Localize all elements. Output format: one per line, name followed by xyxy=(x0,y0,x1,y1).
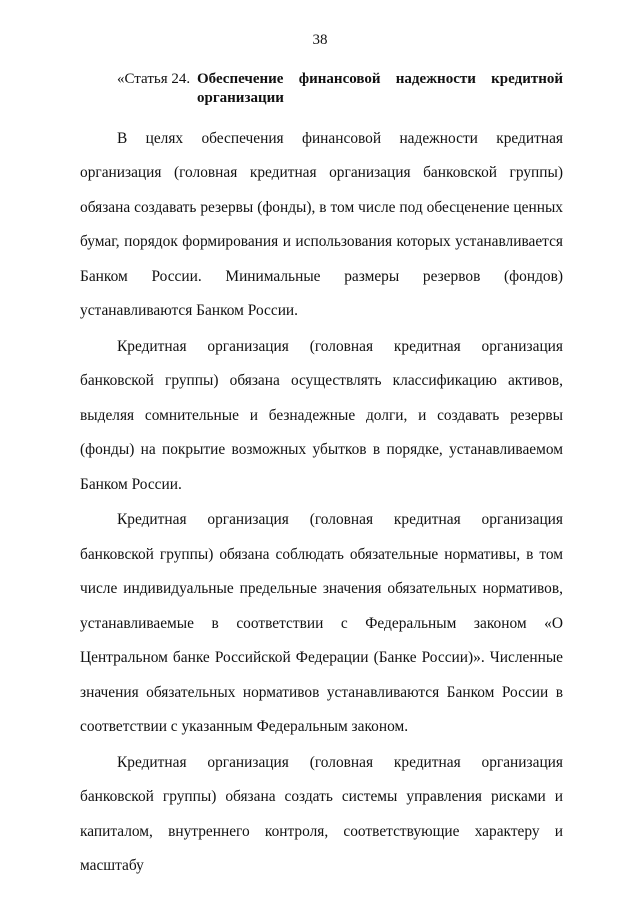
paragraph: Кредитная организация (головная кредитная организация банковской группы) обязана соблюдать обязательные нормативы, в том числе индивидуальные предельные значения обязательных нормативов, устанавливаемые в соответствии с Федеральным законом «О Центральном банке Российской Федерации (Банке России)». Численные значения обязательных нормативов устанавливаются Банком России в соответствии с указанным Федеральным законом. xyxy=(80,511,563,735)
article-title: Обеспечение финансовой надежности кредитной организации xyxy=(197,71,563,106)
page-number: 38 xyxy=(312,32,328,48)
article-heading xyxy=(117,70,563,108)
article-label: «Статья 24. xyxy=(117,71,191,87)
paragraph: Кредитная организация (головная кредитная организация банковской группы) обязана создать системы управления рисками и капиталом, внутреннего контроля, соответствующие характеру и масштабу xyxy=(80,753,563,875)
paragraph: Кредитная организация (головная кредитная организация банковской группы) обязана осуществлять классификацию активов, выделяя сомнительные и безнадежные долги, и создавать резервы (фонды) на покрытие возможных убытков в порядке, устанавливаемом Банком России. xyxy=(80,337,563,493)
paragraph: В целях обеспечения финансовой надежности кредитная организация (головная кредитная организация банковской группы) обязана создавать резервы (фонды), в том числе под обесценение ценных бумаг, порядок формирования и использования которых устанавливается Банком России. Минимальные размеры резервов (фондов) устанавливаются Банком России. xyxy=(80,130,563,320)
article-body xyxy=(80,122,563,883)
